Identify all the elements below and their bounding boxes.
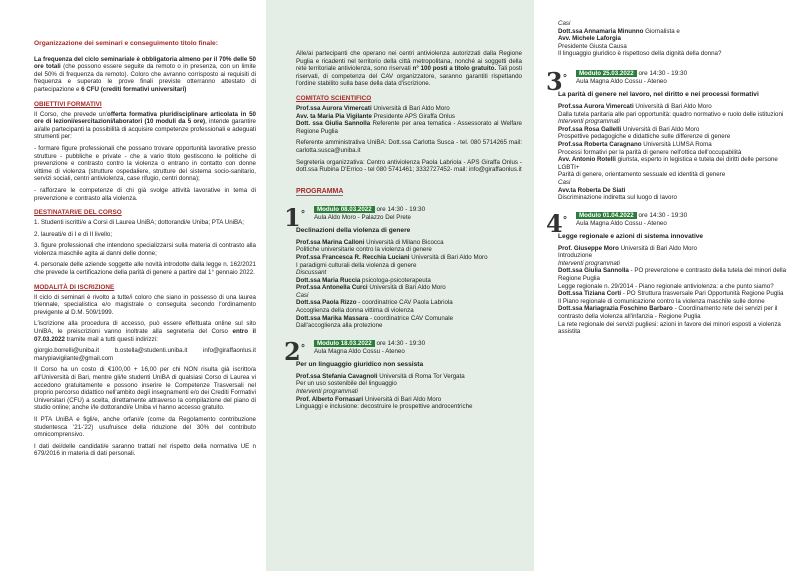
module-block (284, 336, 522, 411)
speaker-detail: - coordinatrice CAV Paola Labriola (356, 299, 453, 307)
speaker-line (558, 305, 788, 320)
speaker-line (558, 298, 788, 306)
modulo2-continued (558, 20, 788, 58)
speaker-line (296, 315, 522, 323)
speaker-detail: Università LUMSA Roma (641, 140, 712, 148)
speaker-line (558, 43, 788, 51)
module-time: ore 14:30 - 19:30 (374, 205, 426, 213)
speaker-detail: giurista, esperto in legistica e tutela dei diritti delle persone LGBTI+ (558, 156, 778, 171)
speaker-detail: Dalla tutela paritaria alle pari opportunità: quadro normativo e ruolo delle istituzioni (558, 110, 784, 118)
speaker-name: Prof. Giuseppe Moro (558, 244, 619, 252)
module-speakers (558, 103, 788, 202)
speaker-detail: I paradigmi culturali della violenza di genere (296, 261, 417, 269)
speaker-name: Avv. Antonio Rotelli (558, 156, 616, 164)
speaker-line (558, 187, 788, 195)
obiettivi-title: OBIETTIVI FORMATIVI (34, 100, 102, 108)
speaker-detail: Università di Bari Aldo Moro (363, 395, 442, 403)
referente-text: Referente amministrativa UniBA: Dott.ssa Carlotta Susca - tel. 080 5714265 mail: carlotta.susca@uniba.it (296, 139, 522, 154)
column-info (0, 0, 266, 571)
section-label (558, 20, 788, 28)
speaker-detail: - Coordinamento rete dei servizi per il contrasto della violenza all'infanzia - Regione Puglia (558, 305, 778, 321)
section-label (296, 292, 522, 300)
speaker-detail: Dall'accoglienza alla protezione (296, 322, 383, 330)
speaker-detail: Presidente Giusta Causa (558, 42, 627, 50)
speaker-line (296, 403, 522, 411)
module-number (546, 208, 567, 237)
module-header (576, 212, 788, 220)
speaker-name: Dott.ssa Giulia Sannolla (558, 267, 629, 275)
speaker-detail: Casi (296, 291, 309, 299)
module-speakers (296, 239, 522, 330)
speaker-detail: - PO prevenzione e contrasto della tutela dei minori della Regione Puglia (558, 267, 787, 283)
speaker-detail: La rete regionale dei servizi pugliesi: azioni in favore dei minori esposti a violenza assistita (558, 320, 781, 336)
ordinal-mark: ° (562, 215, 568, 226)
speaker-detail: Il linguaggio giuridico è rispettoso della dignità della donna? (558, 50, 722, 58)
speaker-detail: Per un uso sostenibile del linguaggio (296, 380, 397, 388)
destinatari-item: 2. laureati/e di I e di II livello; (34, 230, 113, 238)
speaker-detail: Discriminazione indiretta sul luogo di lavoro (558, 194, 677, 202)
section-label (558, 118, 788, 126)
speaker-line (558, 111, 788, 119)
module-number-digit: 2 (284, 336, 301, 366)
speaker-name: Prof.ssa Francesca R. Recchia Luciani (296, 253, 410, 261)
speaker-name: Prof.ssa Rosa Gallelli (558, 125, 622, 133)
speaker-detail: Università di Bari Aldo Moro (633, 102, 712, 110)
module-location: Aula Magna Aldo Cossu - Ateneo (576, 219, 667, 227)
speaker-detail: Università di Milano Bicocca (364, 238, 444, 246)
module-number-digit: 4 (546, 208, 563, 238)
module-date-badge: Modulo 25.03.2022 (576, 70, 637, 77)
module-location: Aula Magna Aldo Cossu - Ateneo (576, 77, 667, 85)
comitato-member: Prof.ssa Aurora Vimercati Università di Bari Aldo Moro (296, 104, 450, 112)
intro-paragraph: La frequenza del ciclo seminariale è obbligatoria almeno per il 70% delle 50 ore totali (che possono essere seguite da remoto o in presenza, con un limite del 50% di frequenza da remoto). Coloro che avranno corrisposto ai requisiti di frequenza e superato le prove finali previste otterranno attestato di partecipazione e 6 CFU (crediti formativi universitari) (34, 55, 256, 93)
speaker-name: Dott.ssa Annamaria Minunno (558, 27, 644, 35)
ordinal-mark: ° (562, 73, 568, 84)
module-location: Aula Magna Aldo Cossu - Ateneo (314, 347, 405, 355)
speaker-detail: Interventi programmati (558, 118, 620, 126)
speaker-line (558, 156, 788, 171)
speaker-detail: Linguaggi e inclusione: decostruire le prospettive androcentriche (296, 403, 473, 411)
speaker-line (558, 194, 788, 202)
module-number (284, 336, 305, 365)
module-date-badge: Modulo 08.03.2022 (314, 206, 375, 213)
speaker-line (558, 245, 788, 253)
speaker-line (558, 252, 788, 260)
speaker-name: Dott.ssa Marika Massara (296, 314, 369, 322)
speaker-name: Prof.ssa Stefania Cavagnoli (296, 372, 378, 380)
speaker-detail: Casi (558, 20, 571, 27)
module-block (546, 66, 788, 202)
module-header (314, 206, 522, 214)
module-number-digit: 1 (284, 202, 301, 232)
module-date-badge: Modulo 01.04.2022 (576, 212, 637, 219)
speaker-line (558, 103, 788, 111)
speaker-detail: Discussant (296, 269, 327, 277)
speaker-detail: - PO Struttura trasversale Pari Opportunità Regione Puglia (621, 290, 784, 298)
speaker-detail: Università di Bari Aldo Moro (367, 284, 446, 292)
speaker-detail: Casi (558, 178, 571, 186)
speaker-detail: Introduzione (558, 252, 593, 260)
module-time: ore 14:30 - 19:30 (374, 339, 426, 347)
module-topic: Legge regionale e azioni di sistema innovative (558, 232, 704, 240)
speaker-line (558, 290, 788, 298)
destinatari-title: DESTINATARI/E DEL CORSO (34, 209, 122, 217)
programma-title: PROGRAMMA (296, 187, 344, 195)
speaker-line (558, 171, 788, 179)
speaker-detail: Il Piano regionale di comunicazione contro la violenza maschile sulle donne (558, 297, 765, 305)
speaker-detail: Università di Bari Aldo Moro (409, 253, 488, 261)
speaker-name: Avv. Michele Laforgia (558, 35, 621, 43)
speaker-name: Prof. Alberto Fornasari (296, 395, 364, 403)
speaker-line (296, 239, 522, 247)
ordinal-mark: ° (300, 343, 306, 354)
module-time: ore 14:30 - 19:30 (636, 211, 688, 219)
module-topic: La parità di genere nel lavoro, nel diritto e nei processi formativi (558, 90, 759, 98)
speaker-detail: psicologa-psicoterapeuta (360, 276, 431, 284)
iscrizione-title: MODALITÀ DI ISCRIZIONE (34, 283, 115, 291)
module-topic: Per un linguaggio giuridico non sessista (296, 360, 424, 368)
speaker-detail: Interventi programmati (558, 259, 620, 267)
email-list[interactable]: giorgio.borrelli@uniba.it b.ostella@studenti.uniba.it info@giraffaonlus.it marypiavigilante@gmail.com (34, 347, 256, 362)
module-block (284, 202, 522, 330)
speaker-detail: Università di Bari Aldo Moro (621, 125, 700, 133)
destinatari-item: 3. figure professionali che intendono specializzarsi sulla materia di contrasto alla violenza maschile agita ai danni delle donne; (34, 242, 256, 257)
speaker-name: Prof.ssa Aurora Vimercati (558, 102, 634, 110)
speaker-line (558, 321, 788, 336)
module-header (576, 70, 788, 78)
module-speakers (558, 245, 788, 336)
speaker-detail: Giornalista e (643, 27, 680, 35)
module-number-digit: 3 (546, 66, 563, 96)
comitato-title: COMITATO SCIENTIFICO (296, 94, 372, 102)
module-date-badge: Modulo 18.03.2022 (314, 340, 375, 347)
speaker-line (296, 307, 522, 315)
speaker-detail: Processi formativi per la parità di genere nell'ottica dell'occupabilità (558, 148, 742, 156)
obiettivi-item: - formare figure professionali che possano trovare opportunità lavorative presso strutture - pubbliche e private - che a vario titolo gestiscono le politiche di prevenzione e contrasto contro la violenza o entrano in contatto con donne vittime di violenza (strutture ospedaliere, strutture del sistema socio-sanitario, servizi sociali, centri antiviolenza, case rifugio, centri donna); (34, 144, 256, 183)
speaker-line (558, 267, 788, 282)
iscrizione-paragraph: L'iscrizione alla procedura di accesso, può essere effettuata online sul sito UniBA, le preiscrizioni vanno inoltrate alla segreteria del Corso entro il 07.03.2022 tramite mail a tutti questi indirizzi: (34, 320, 256, 343)
speaker-line (296, 396, 522, 404)
speaker-line (296, 284, 522, 292)
speaker-line (558, 126, 788, 134)
module-location: Aula Aldo Moro - Palazzo Del Prete (314, 213, 411, 221)
iscrizione-paragraph: Il Corso ha un costo di €100,00 + 16,00 per chi NON risulta già iscritto/a all'Università di Bari, mentre gli/le studenti UniBA di qualsiasi Corso di Laurea vi accedono gratuitamente e possono inserire le Competenze Trasversali nel proprio percorso didattico nell'ambito degli insegnamenti e/o dei Crediti Formativi Universitari (CFU) a scelta, direttamente attraverso la compilazione del piano di studio online; anche i/le dottorandi/e Uniba vi hanno accesso gratuito. (34, 366, 256, 412)
module-number (284, 202, 305, 231)
iscrizione-paragraph: I dati dei/delle candidati/e saranno trattati nel rispetto della normativa UE n 679/2016 in materia di dati personali. (34, 442, 256, 458)
speaker-line (558, 28, 788, 36)
speaker-line (558, 141, 788, 149)
speaker-line (558, 35, 788, 43)
speaker-detail: Legge regionale n. 29/2014 - Piano regionale antiviolenza: a che punto siamo? (558, 282, 774, 290)
speaker-name: Dott.ssa Paola Rizzo (296, 299, 357, 307)
comitato-member: Avv. ta Maria Pia Vigilante Presidente APS Giraffa Onlus (296, 112, 456, 120)
speaker-name: Dott.ssa Tiziana Corti (558, 290, 622, 298)
speaker-line (558, 283, 788, 291)
speaker-name: Dott.ssa Mariagrazia Foschino Barbaro (558, 305, 673, 313)
module-block (546, 208, 788, 336)
section-label (296, 388, 522, 396)
module-list (546, 66, 788, 336)
speaker-name: Prof.ssa Marina Calloni (296, 238, 365, 246)
speaker-name: Prof.ssa Antonella Curci (296, 284, 368, 292)
riserva-posti-paragraph: Alle/ai partecipanti che operano nei centri antiviolenza autorizzati dalla Regione Puglia e ricadenti nel territorio della città metropolitana, nonché ai soggetti della rete territoriale antiviolenza, sono riservati n° 100 posti a titolo gratuito. Tali posti riservati, di competenza del CAV organizzatore, saranno garantiti rispettando l'ordine stabilito sulla base della data d'iscrizione. (296, 50, 522, 88)
column-comitato-programma (266, 0, 534, 571)
speaker-detail: - coordinatrice CAV Comunale (368, 314, 454, 322)
speaker-line (296, 277, 522, 285)
module-number (546, 66, 567, 95)
speaker-line (558, 133, 788, 141)
module-topic: Declinazioni della violenza di genere (296, 226, 411, 234)
module-speakers (296, 373, 522, 411)
speaker-detail: Accoglienza della donna vittima di violenza (296, 307, 414, 315)
speaker-name: Dott.ssa Maria Ruccia (296, 276, 361, 284)
column-programma-cont (534, 0, 800, 571)
iscrizione-paragraph: Il ciclo di seminari è rivolto a tutte/i coloro che siano in possesso di una laurea triennale, specialistica e/o magistrale o conseguita secondo l'ordinamento previgente al D.M. 509/1999. (34, 293, 256, 316)
speaker-detail: Parità di genere, orientamento sessuale ed identità di genere (558, 171, 726, 179)
section-label (558, 260, 788, 268)
speaker-line (296, 262, 522, 270)
speaker-detail: Università di Bari Aldo Moro (618, 244, 697, 252)
speaker-line (558, 149, 788, 157)
obiettivi-item: - rafforzare le competenze di chi già svolge attività lavorative in tema di prevenzione e contrasto alla violenza. (34, 186, 256, 202)
destinatari-item: 1. Studenti iscritti/e a Corsi di Laurea UniBA; dottorandi/e Uniba; PTA UniBA; (34, 219, 245, 227)
organizzazione-title: Organizzazione dei seminari e conseguimento titolo finale: (34, 40, 218, 47)
speaker-name: Avv.ta Roberta De Siati (558, 186, 626, 194)
module-list (284, 202, 522, 411)
speaker-detail: Prospettive pedagogiche e didattiche sulle differenze di genere (558, 133, 731, 141)
comitato-member: Dott. ssa Giulia Sannolla Referente per area tematica - Assessorato al Welfare Regione Puglia (296, 120, 522, 135)
segreteria-text: Segreteria organizzativa: Centro antiviolenza Paola Labriola - APS Giraffa Onlus - dott.ssa Rubina D'Errico - tel 080 5741461; 3332727452- mail: info@giraffaonlus.it (296, 158, 522, 174)
speaker-line (558, 50, 788, 58)
module-header (314, 340, 522, 348)
module-time: ore 14:30 - 19:30 (636, 69, 688, 77)
speaker-line (296, 246, 522, 254)
speaker-line (296, 380, 522, 388)
speaker-detail: Politiche universitarie contro la violenza di genere (296, 246, 432, 254)
section-label (558, 179, 788, 187)
destinatari-item: 4. personale delle aziende soggette alle novità introdotte dalla legge n. 162/2021 che prevede la certificazione della parità di genere a partire dal 1° gennaio 2022. (34, 261, 256, 277)
speaker-name: Prof.ssa Roberta Caragnano (558, 140, 642, 148)
section-label (296, 269, 522, 277)
speaker-line (296, 299, 522, 307)
speaker-line (296, 254, 522, 262)
speaker-line (296, 322, 522, 330)
speaker-detail: Interventi programmati (296, 388, 358, 396)
obiettivi-paragraph: Il Corso, che prevede un'offerta formativa pluridisciplinare articolata in 50 ore di lezioni/esercitazioni/laboratori (10 moduli da 5 ore), intende garantire ai/alle partecipanti la possibilità di acquisire competenze professionali e adeguati strumenti per: (34, 110, 256, 141)
speaker-line (296, 373, 522, 381)
speaker-detail: Università di Roma Tor Vergata (377, 372, 465, 380)
ordinal-mark: ° (300, 209, 306, 220)
iscrizione-paragraph: Il PTA UniBA e figli/e, anche orfani/e (come da Regolamento contribuzione studentesca '21-'22) usufruisce della riduzione del 30% del contributo omnicomprensivo. (34, 415, 256, 439)
